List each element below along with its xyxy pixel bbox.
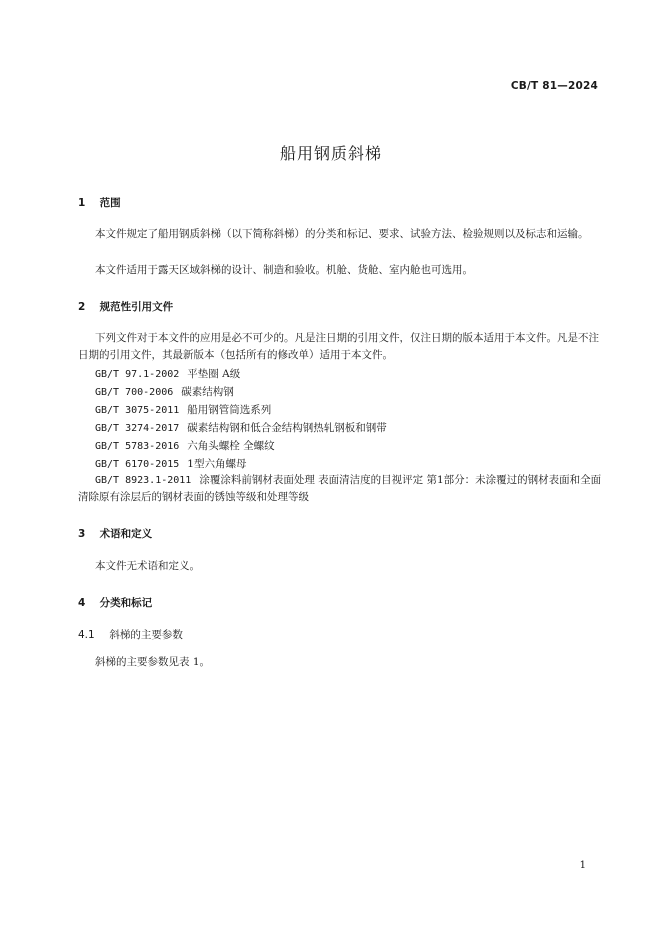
- section-1-paragraph-2: 本文件适用于露天区域斜梯的设计、制造和验收。机舱、货舱、室内舱也可选用。: [95, 264, 473, 276]
- subsection-title: 斜梯的主要参数: [109, 629, 183, 641]
- subsection-4-1-paragraph: 斜梯的主要参数见表 1。: [95, 656, 211, 668]
- reference-code: GB/T 3274-2017: [95, 423, 180, 434]
- subsection-4-1-heading: [78, 627, 183, 642]
- section-title: 范围: [99, 197, 121, 209]
- section-3-heading: [78, 526, 152, 541]
- reference-item: [95, 438, 275, 453]
- reference-code: GB/T 5783-2016: [95, 441, 180, 452]
- reference-name: 1型六角螺母: [187, 458, 247, 470]
- reference-code: GB/T 6170-2015: [95, 459, 180, 470]
- reference-item: [78, 472, 602, 506]
- subsection-number: 4.1: [78, 629, 95, 641]
- reference-name: 六角头螺栓 全螺纹: [187, 440, 275, 452]
- reference-item: [95, 456, 246, 471]
- reference-name: 碳素结构钢: [181, 386, 234, 398]
- page-number: 1: [579, 860, 586, 871]
- reference-code: GB/T 700-2006: [95, 387, 174, 398]
- section-number: 2: [78, 301, 86, 313]
- section-title: 分类和标记: [99, 597, 153, 609]
- section-title: 规范性引用文件: [99, 301, 174, 313]
- section-1-heading: [78, 195, 121, 210]
- reference-item: [95, 402, 271, 417]
- section-number: 3: [78, 528, 86, 540]
- document-title: 船用钢质斜梯: [279, 144, 382, 163]
- reference-item: [95, 366, 240, 381]
- reference-item: [95, 420, 387, 435]
- section-4-heading: [78, 595, 152, 610]
- reference-item: [95, 384, 234, 399]
- reference-name: 涂覆涂料前钢材表面处理 表面清洁度的目视评定 第1部分：未涂覆过的钢材表面和全面清除原有涂层后的钢材表面的锈蚀等级和处理等级: [78, 474, 602, 503]
- standard-code: CB/T 81—2024: [510, 80, 598, 92]
- section-number: 4: [78, 597, 86, 609]
- section-1-paragraph-1: 本文件规定了船用钢质斜梯（以下简称斜梯）的分类和标记、要求、试验方法、检验规则以及标志和运输。: [95, 228, 589, 240]
- reference-code: GB/T 97.1-2002: [95, 369, 180, 380]
- section-2-intro: 下列文件对于本文件的应用是必不可少的。凡是注日期的引用文件，仅注日期的版本适用于本文件。凡是不注日期的引用文件，其最新版本（包括所有的修改单）适用于本文件。: [78, 332, 599, 361]
- section-2-heading: [78, 299, 173, 314]
- reference-name: 船用钢管筒选系列: [187, 404, 272, 416]
- section-number: 1: [78, 197, 86, 209]
- section-title: 术语和定义: [99, 528, 153, 540]
- section-3-paragraph: 本文件无术语和定义。: [95, 560, 200, 572]
- reference-name: 平垫圈 A级: [187, 368, 241, 380]
- reference-code: GB/T 3075-2011: [95, 405, 180, 416]
- reference-name: 碳素结构钢和低合金结构钢热轧钢板和钢带: [187, 422, 387, 434]
- reference-code: GB/T 8923.1-2011: [95, 475, 192, 486]
